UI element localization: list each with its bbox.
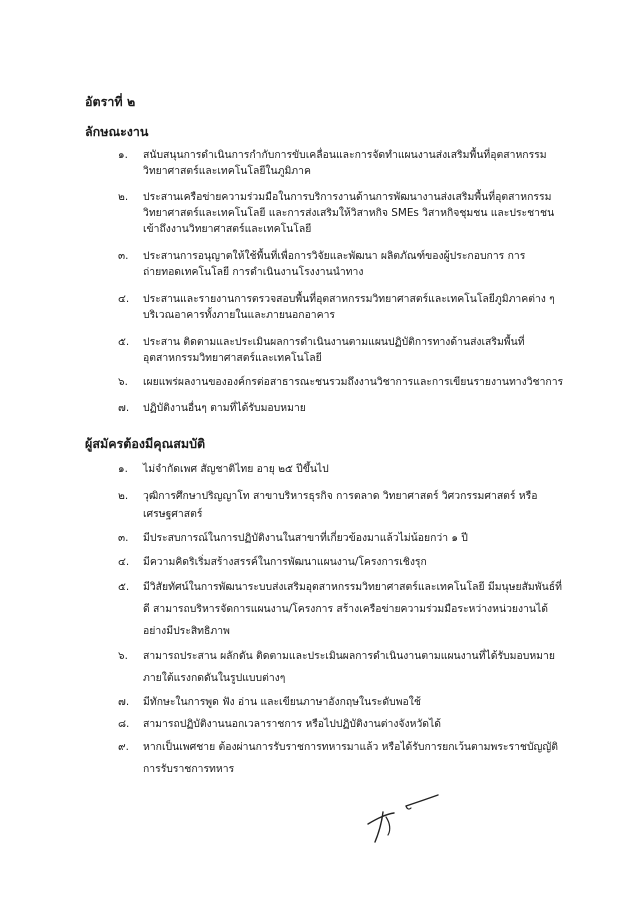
qual-text-line: ภายใต้แรงกดดันในรูปแบบต่างๆ [143,672,286,684]
duty-text-line: บริเวณอาคารทั้งภายในและภายนอกอาคาร [143,309,336,321]
qual-number: ๕. [118,581,130,593]
qual-text-line: ไม่จำกัดเพศ สัญชาติไทย อายุ ๒๕ ปีขึ้นไป [143,463,329,475]
qual-text-line: มีวิสัยทัศน์ในการพัฒนาระบบส่งเสริมอุตสาหกรรมวิทยาศาสตร์และเทคโนโลยี มีมนุษยสัมพันธ์ที่ [143,581,562,593]
duty-number: ๕. [118,336,130,348]
duty-text-line: เข้าถึงงานวิทยาศาสตร์และเทคโนโลยี [143,223,312,235]
qual-text-line: ดี สามารถบริหารจัดการแผนงาน/โครงการ สร้างเครือข่ายความร่วมมือระหว่างหน่วยงานได้ [143,603,548,615]
qual-number: ๗. [118,696,130,708]
qual-text-line: วุฒิการศึกษาปริญญาโท สาขาบริหารธุรกิจ การตลาด วิทยาศาสตร์ วิศวกรรมศาสตร์ หรือ [143,490,538,502]
qual-number: ๖. [118,650,128,662]
duty-text-line: ถ่ายทอดเทคโนโลยี การดำเนินงานโรงงานนำทาง [143,266,364,278]
duty-text-line: วิทยาศาสตร์และเทคโนโลยีในภูมิภาค [143,165,311,177]
duty-text-line: เผยแพร่ผลงานขององค์กรต่อสาธารณะชนรวมถึงงานวิชาการและการเขียนรายงานทางวิชาการ [143,376,564,388]
duty-number: ๗. [118,402,130,414]
handwritten-signature [360,790,450,850]
duty-number: ๔. [118,293,130,305]
qual-text-line: สามารถปฏิบัติงานนอกเวลาราชการ หรือไปปฏิบัติงานต่างจังหวัดได้ [143,718,441,730]
qual-text-line: หากเป็นเพศชาย ต้องผ่านการรับราชการทหารมาแล้ว หรือได้รับการยกเว้นตามพระราชบัญญัติ [143,741,559,753]
duty-text-line: ประสานเครือข่ายความร่วมมือในการบริการงานด้านการพัฒนางานส่งเสริมพื้นที่อุตสาหกรรม [143,191,552,203]
qual-text-line: มีประสบการณ์ในการปฏิบัติงานในสาขาที่เกี่ยวข้องมาแล้วไม่น้อยกว่า ๑ ปี [143,532,468,544]
qual-number: ๔. [118,556,130,568]
qual-number: ๘. [118,718,130,730]
qual-number: ๙. [118,741,129,753]
qual-number: ๒. [118,490,129,502]
qual-number: ๑. [118,463,128,475]
duty-text-line: ประสานการอนุญาตให้ใช้พื้นที่เพื่อการวิจัยและพัฒนา ผลิตภัณฑ์ของผู้ประกอบการ การ [143,250,526,262]
duty-text-line: อุตสาหกรรมวิทยาศาสตร์และเทคโนโลยี [143,352,322,364]
duty-text-line: ปฏิบัติงานอื่นๆ ตามที่ได้รับมอบหมาย [143,402,306,414]
qual-text-line: เศรษฐศาสตร์ [143,508,203,520]
qual-text-line: มีความคิดริเริ่มสร้างสรรค์ในการพัฒนาแผนงาน/โครงการเชิงรุก [143,556,427,568]
qualifications-heading: ผู้สมัครต้องมีคุณสมบัติ [85,436,206,451]
duty-text-line: วิทยาศาสตร์และเทคโนโลยี และการส่งเสริมให้วิสาหกิจ SMEs วิสาหกิจชุมชน และประชาชน [143,207,555,219]
duty-number: ๑. [118,149,128,161]
qual-text-line: การรับราชการทหาร [143,763,235,775]
duty-text-line: ประสาน ติดตามและประเมินผลการดำเนินงานตามแผนปฏิบัติการทางด้านส่งเสริมพื้นที่ [143,336,525,348]
qual-text-line: สามารถประสาน ผลักดัน ติดตามและประเมินผลการดำเนินงานตามแผนงานที่ได้รับมอบหมาย [143,650,555,662]
qual-text-line: อย่างมีประสิทธิภาพ [143,625,230,637]
duty-text-line: ประสานและรายงานการตรวจสอบพื้นที่อุตสาหกรรมวิทยาศาสตร์และเทคโนโลยีภูมิภาคต่าง ๆ [143,293,555,305]
qual-text-line: มีทักษะในการพูด ฟัง อ่าน และเขียนภาษาอังกฤษในระดับพอใช้ [143,696,421,708]
duty-text-line: สนับสนุนการดำเนินการกำกับการขับเคลื่อนและการจัดทำแผนงานส่งเสริมพื้นที่อุตสาหกรรม [143,149,547,161]
duty-number: ๓. [118,250,129,262]
duties-heading: ลักษณะงาน [85,124,149,139]
position-line: อัตราที่ ๒ [85,94,136,109]
qual-number: ๓. [118,532,129,544]
duty-number: ๒. [118,191,129,203]
duty-number: ๖. [118,376,128,388]
